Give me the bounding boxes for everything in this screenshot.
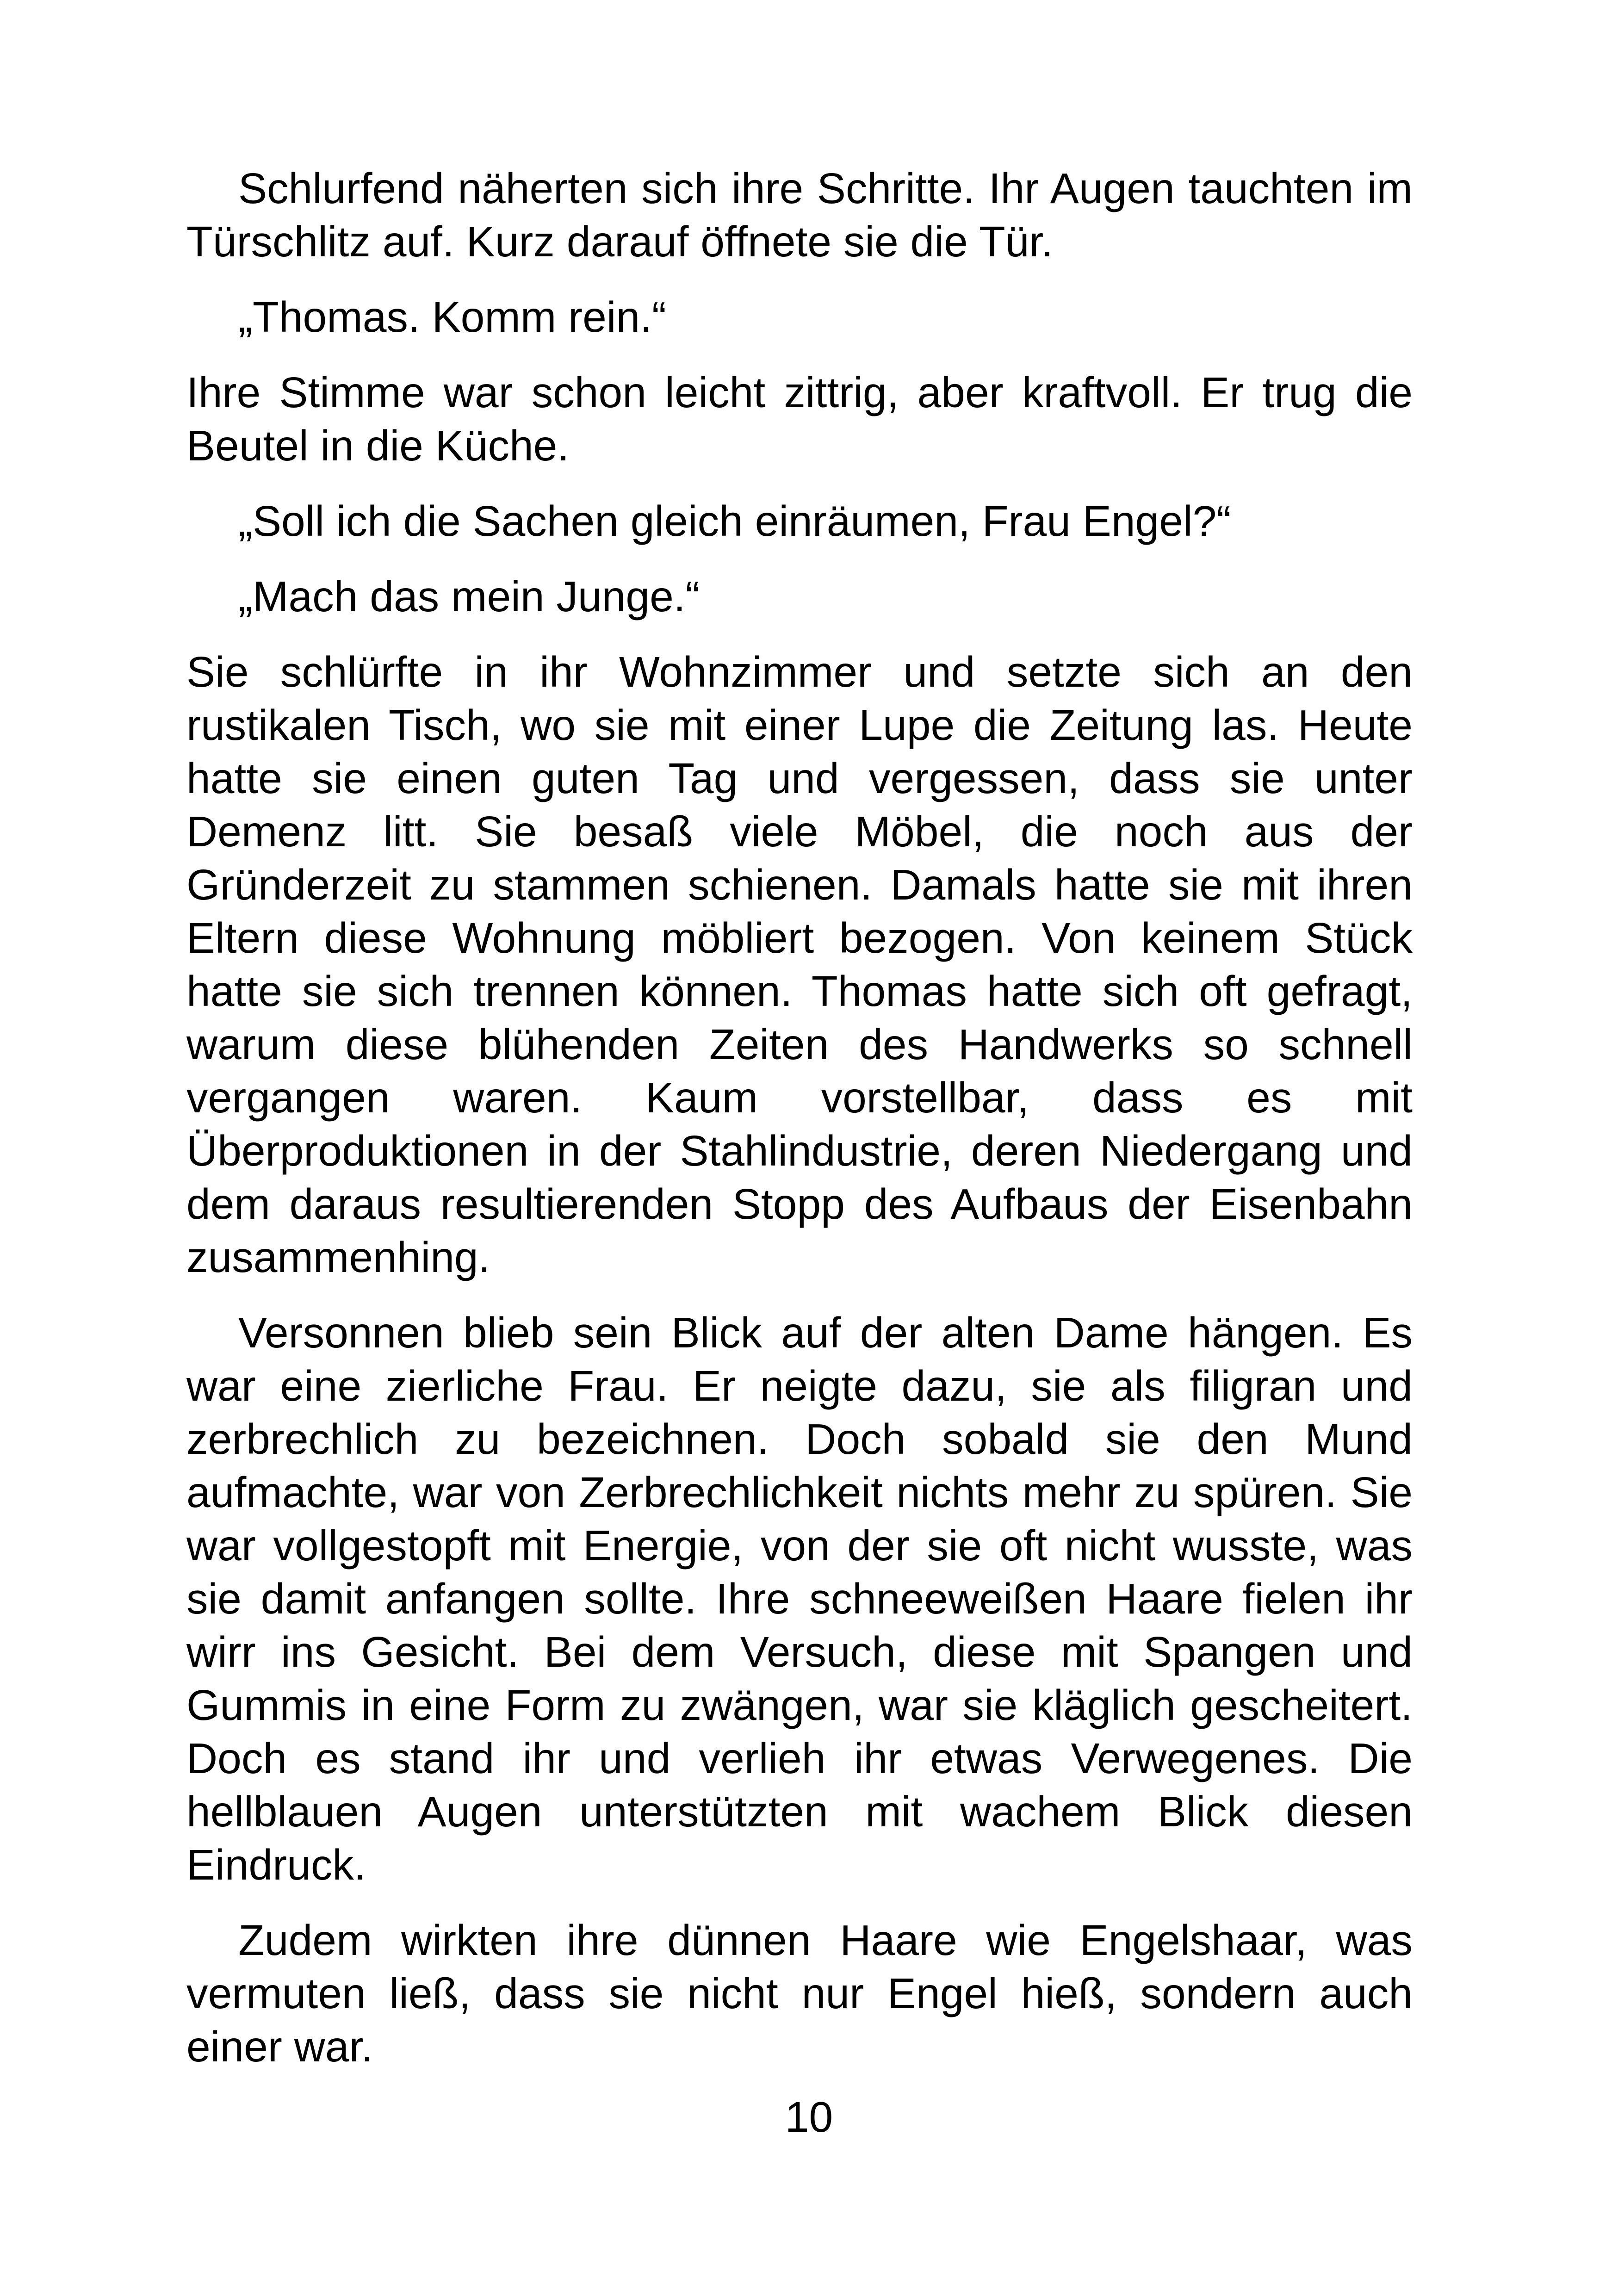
paragraph-7: Versonnen blieb sein Blick auf der alten Dame hängen. Es war eine zierliche Frau. Er neigte dazu, sie als filigran und zerbrechlich zu bezeichnen. Doch sobald sie den Mund aufmachte, war von Zerbrechlichkeit nichts mehr zu spüren. Sie war vollgestopft mit Energie, von der sie oft nicht wusste, was sie damit anfangen sollte. Ihre schneeweißen Haare fielen ihr wirr ins Gesicht. Bei dem Versuch, diese mit Spangen und Gummis in eine Form zu zwängen, war sie kläglich gescheitert. Doch es stand ihr und verlieh ihr etwas Verwegenes. Die hellblauen Augen unterstützten mit wachem Blick diesen Eindruck.: [186, 1309, 1413, 1889]
paragraph-5-dialogue: „Mach das mein Junge.“: [238, 572, 700, 621]
paragraph-8: Zudem wirkten ihre dünnen Haare wie Engelshaar, was vermuten ließ, dass sie nicht nur Engel hieß, sondern auch einer war.: [186, 1916, 1413, 2071]
page-number: 10: [785, 2093, 833, 2141]
paragraph-6: Sie schlürfte in ihr Wohnzimmer und setzte sich an den rustikalen Tisch, wo sie mit einer Lupe die Zeitung las. Heute hatte sie einen guten Tag und vergessen, dass sie unter Demenz litt. Sie besaß viele Möbel, die noch aus der Gründerzeit zu stammen schienen. Damals hatte sie mit ihren Eltern diese Wohnung möbliert bezogen. Von keinem Stück hatte sie sich trennen können. Thomas hatte sich oft gefragt, warum diese blühenden Zeiten des Handwerks so schnell vergangen waren. Kaum vorstellbar, dass es mit Überproduktionen in der Stahlindustrie, deren Niedergang und dem daraus resultierenden Stopp des Aufbaus der Eisenbahn zusammenhing.: [186, 648, 1413, 1281]
paragraph-4-dialogue: „Soll ich die Sachen gleich einräumen, Frau Engel?“: [238, 497, 1231, 545]
paragraph-1: Schlurfend näherten sich ihre Schritte. Ihr Augen tauchten im Türschlitz auf. Kurz darauf öffnete sie die Tür.: [186, 164, 1413, 266]
body-text: [186, 162, 1413, 2096]
paragraph-2-dialogue: „Thomas. Komm rein.“: [238, 293, 667, 341]
paragraph-3: Ihre Stimme war schon leicht zittrig, aber kraftvoll. Er trug die Beutel in die Küche.: [186, 368, 1413, 470]
